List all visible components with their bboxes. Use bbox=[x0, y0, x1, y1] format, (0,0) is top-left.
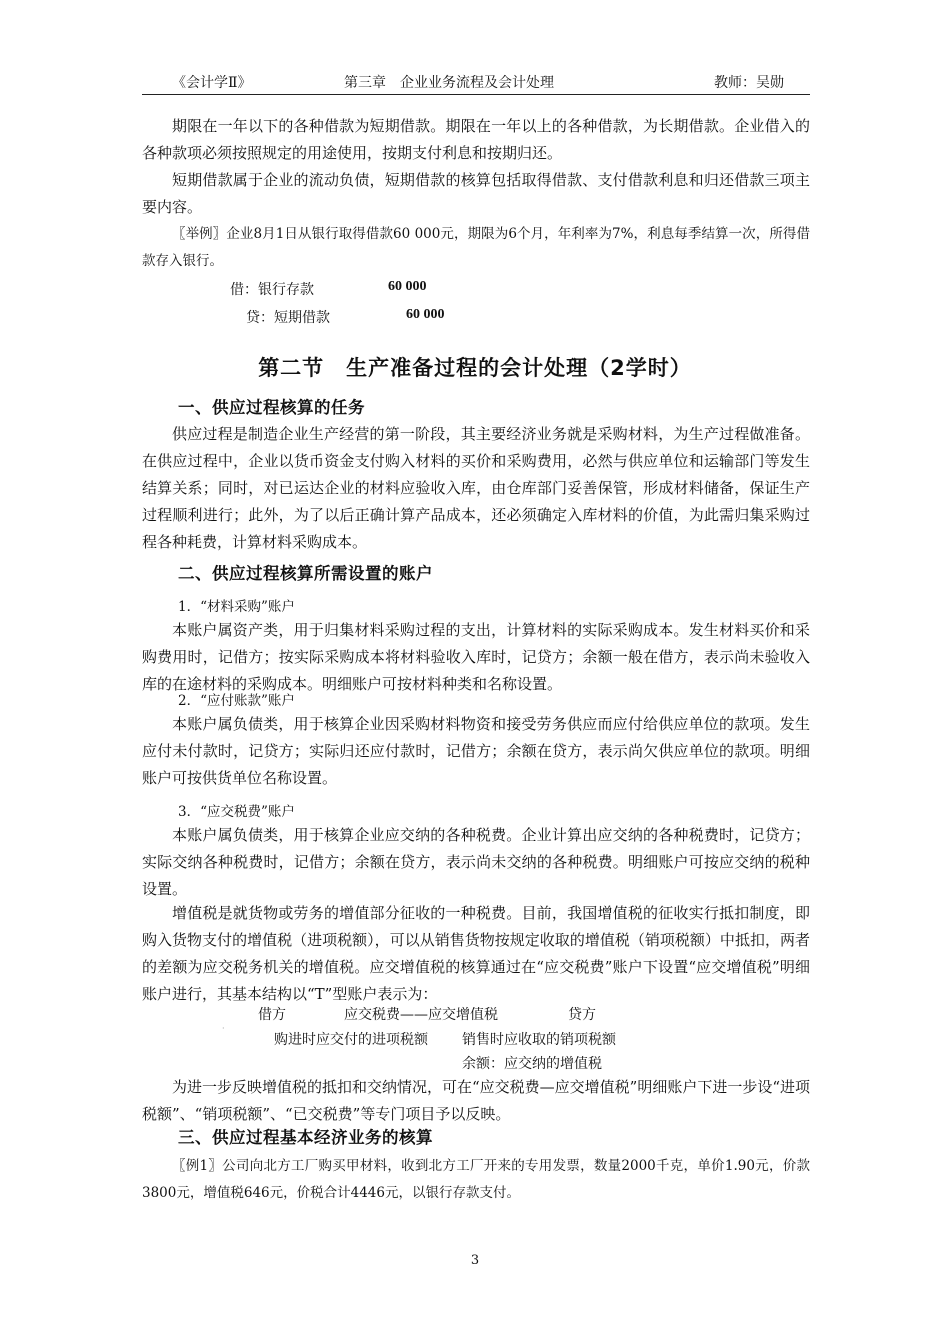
stray-mark: · bbox=[222, 1024, 225, 1033]
t-account-debit: 借方 bbox=[258, 1007, 286, 1023]
t-account-left-entry: 购进时应交付的进项税额 bbox=[274, 1032, 428, 1048]
account-item-2-title: 2．“应付账款”账户 bbox=[178, 693, 295, 709]
part3-example: 〖例1〗公司向北方工厂购买甲材料，收到北方工厂开来的专用发票，数量2000千克，单价1.90元，价款3800元，增值税646元，价税合计4446元，以银行存款支付。 bbox=[142, 1158, 810, 1201]
vat-followup-paragraph: 为进一步反映增值税的抵扣和交纳情况，可在“应交税费—应交增值税”明细账户下进一步设“进项税额”、“销项税额”、“已交税费”等专门项目予以反映。 bbox=[142, 1078, 811, 1123]
t-account-credit: 贷方 bbox=[568, 1007, 596, 1023]
journal-credit-label: 贷：短期借款 bbox=[246, 310, 330, 326]
part1-body: 供应过程是制造企业生产经营的第一阶段，其主要经济业务就是采购材料，为生产过程做准备。在供应过程中，企业以货币资金支付购入材料的买价和采购费用，必然与供应单位和运输部门等发生结算关系；同时，对已运达企业的材料应验收入库，由仓库部门妥善保管，形成材料储备，保证生产过程顺利进行；此外，为了以后正确计算产品成本，还必须确定入库材料的价值，为此需归集采购过程各种耗费，计算材料采购成本。 bbox=[142, 425, 810, 551]
section-title: 第二节 生产准备过程的会计处理（2学时） bbox=[258, 356, 692, 380]
account-item-3-title: 3．“应交税费”账户 bbox=[178, 804, 295, 820]
account-item-1-body: 本账户属资产类，用于归集材料采购过程的支出，计算材料的实际采购成本。发生材料买价和采购费用时，记借方；按实际采购成本将材料验收入库时，记贷方；余额一般在借方，表示尚未验收入库的在途材料的采购成本。明细账户可按材料种类和名称设置。 bbox=[142, 621, 810, 693]
part3-heading: 三、供应过程基本经济业务的核算 bbox=[178, 1128, 433, 1147]
header-teacher: 教师：吴勋 bbox=[714, 75, 784, 91]
page-number: 3 bbox=[470, 1253, 480, 1268]
journal-credit-amount: 60 000 bbox=[406, 307, 445, 322]
header-rule bbox=[142, 94, 810, 95]
header-course-title: 《会计学Ⅱ》 bbox=[172, 75, 252, 91]
account-item-3-body: 本账户属负债类，用于核算企业应交纳的各种税费。企业计算出应交纳的各种税费时，记贷方；实际交纳各种税费时，记借方；余额在贷方，表示尚未交纳的各种税费。明细账户可按应交纳的税种设置。 bbox=[142, 826, 810, 898]
account-item-1-title: 1．“材料采购”账户 bbox=[178, 599, 295, 615]
part2-heading: 二、供应过程核算所需设置的账户 bbox=[178, 564, 433, 583]
t-account-title: 应交税费——应交增值税 bbox=[344, 1007, 498, 1023]
t-account-balance: 余额：应交纳的增值税 bbox=[462, 1056, 602, 1072]
vat-paragraph: 增值税是就货物或劳务的增值部分征收的一种税费。目前，我国增值税的征收实行抵扣制度，即购入货物支付的增值税（进项税额），可以从销售货物按规定收取的增值税（销项税额）中抵扣，两者的差额为应交税务机关的增值税。应交增值税的核算通过在“应交税费”账户下设置“应交增值税”明细账户进行，其基本结构以“T”型账户表示为： bbox=[142, 904, 810, 1003]
journal-debit-label: 借：银行存款 bbox=[230, 282, 314, 298]
t-account-right-entry: 销售时应收取的销项税额 bbox=[462, 1032, 616, 1048]
account-item-2-body: 本账户属负债类，用于核算企业因采购材料物资和接受劳务供应而应付给供应单位的款项。发生应付未付款时，记贷方；实际归还应付款时，记借方；余额在贷方，表示尚欠供应单位的款项。明细账户可按供货单位名称设置。 bbox=[142, 715, 810, 787]
part1-heading: 一、供应过程核算的任务 bbox=[178, 398, 365, 417]
journal-debit-amount: 60 000 bbox=[388, 279, 427, 294]
intro-paragraph-1: 期限在一年以下的各种借款为短期借款。期限在一年以上的各种借款，为长期借款。企业借入的各种款项必须按照规定的用途使用，按期支付利息和按期归还。 bbox=[142, 117, 810, 162]
intro-paragraph-2: 短期借款属于企业的流动负债，短期借款的核算包括取得借款、支付借款利息和归还借款三项主要内容。 bbox=[142, 171, 810, 216]
intro-example: 〖举例〗企业8月1日从银行取得借款60 000元，期限为6个月，年利率为7%，利息每季结算一次，所得借款存入银行。 bbox=[142, 226, 810, 269]
header-chapter-title: 第三章 企业业务流程及会计处理 bbox=[344, 75, 554, 91]
